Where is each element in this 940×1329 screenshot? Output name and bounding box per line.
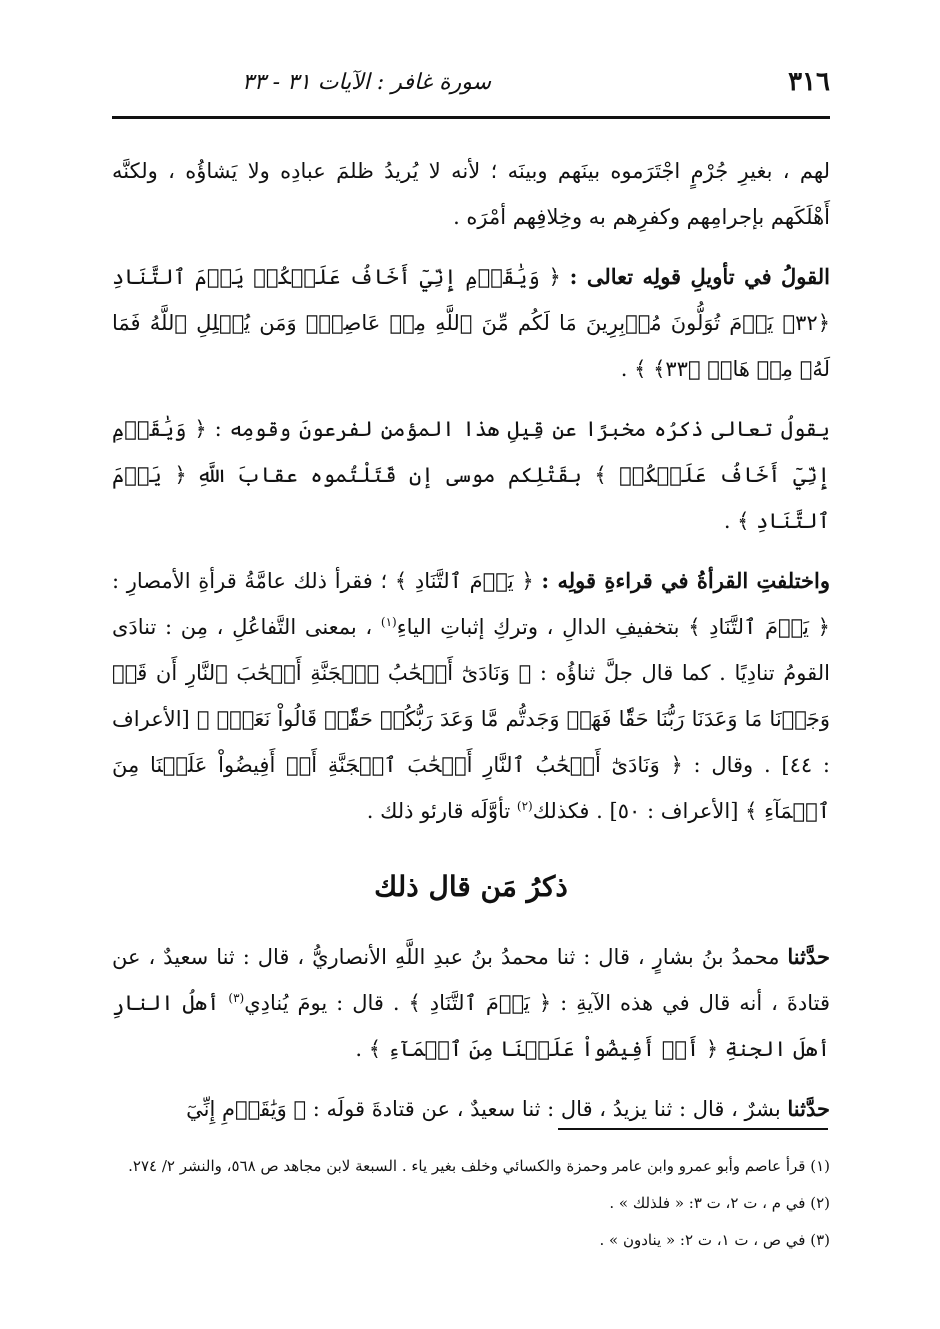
readings-lead: واختلفتِ القرأةُ في قراءةِ قولِه : — [541, 568, 831, 593]
paragraph-5-text-a: محمدُ بنُ بشارٍ ، قال : ثنا محمدُ بنُ عبدِ اللَّهِ الأنصاريُّ ، قال : ثنا سعيدٌ ، عن قتادةَ ، أنه قال في هذه الآيةِ : ﴿ يَوۡمَ ٱلتَّنَادِ ﴾ . قال : يومَ يُنادِي — [112, 945, 830, 1015]
verse-text: ﴿ وَيَٰقَوۡمِ إِنِّيٓ أَخَافُ عَلَيۡكُمۡ يَوۡمَ ٱلتَّنَادِ ﴿٣٢﴾ يَوۡمَ تُوَلُّونَ مُدۡبِرِينَ مَا لَكُم مِّنَ ٱللَّهِ مِنۡ عَاصِمٖۗ وَمَن يُضۡلِلِ ٱللَّهُ فَمَا لَهُۥ مِنۡ هَادٖ ﴿٣٣﴾ ﴾ . — [112, 265, 830, 381]
header-rule — [112, 116, 830, 119]
paragraph-2 — [112, 254, 830, 392]
paragraph-4-text-a: ﴿ يَوۡمَ ٱلتَّنَادِ ﴾ ؛ فقرأ ذلك عامَّةُ قرأةِ الأمصارِ : ﴿ يَوۡمَ ٱلتَّنَادِ ﴾ بتخفيفِ الدالِ ، وتركِ إثباتِ الياءِ — [112, 569, 830, 639]
section-heading: ذكرُ مَن قال ذلك — [374, 870, 568, 903]
paragraph-1 — [112, 148, 830, 240]
paragraph-4 — [112, 558, 830, 834]
footnote-3: (٣) في ص ، ت ١، ت ٢: « ينادون » . — [599, 1231, 830, 1249]
main-text — [112, 148, 830, 1146]
page-number: ٣١٦ — [788, 67, 830, 97]
paragraph-3 — [112, 406, 830, 544]
footnote-marker-3[interactable]: (٣) — [228, 991, 245, 1005]
paragraph-6 — [112, 1086, 830, 1132]
paragraph-3-text: يقولُ تعالى ذكرُه مخبرًا عن قِيلِ هذا المؤمنِ لفرعونَ وقومِه : ﴿ وَيَٰقَوۡمِ إِنِّيٓ أَخَافُ عَلَيۡكُمۡ ﴾ بقَتْلِكم موسى إن قَتَلْتُموه عقابَ اللَّهِ ﴿ يَوۡمَ ٱلتَّنَادِ ﴾ . — [112, 417, 830, 533]
paragraph-5-text-b: أهلُ النارِ أهلَ الجنةِ ﴿ أَنۡ أَفِيضُواْ عَلَيۡنَا مِنَ ٱلۡمَآءِ ﴾ . — [112, 991, 830, 1061]
footnote-rule — [558, 1128, 828, 1130]
hadith-lead-1: حدَّثنا — [787, 944, 830, 969]
paragraph-4-text-b: ، بمعنى التَّفاعُلِ ، مِن : تنادَى القومُ تنادِيًا . كما قال جلَّ ثناؤُه : ﴿ وَنَادَىٰٓ أَصۡحَٰبُ ٱلۡجَنَّةِ أَصۡحَٰبَ ٱلنَّارِ أَن قَدۡ وَجَدۡنَا مَا وَعَدَنَا رَبُّنَا حَقّٗا فَهَلۡ وَجَدتُّم مَّا وَعَدَ رَبُّكُمۡ حَقّٗاۖ قَالُواْ نَعَمۡۚ ﴾ [الأعراف : ٤٤] . وقال : ﴿ وَنَادَىٰٓ أَصۡحَٰبُ ٱلنَّارِ أَصۡحَٰبَ ٱلۡجَنَّةِ أَنۡ أَفِيضُواْ عَلَيۡنَا مِنَ ٱلۡمَآءِ ﴾ [الأعراف : ٥٠] . فكذلك — [112, 615, 830, 823]
paragraph-6-text: بشرٌ ، قال : ثنا يزيدُ ، قال : ثنا سعيدٌ ، عن قتادةَ قولَه : ﴿ وَيَٰقَوۡمِ إِنِّيٓ — [186, 1097, 781, 1121]
paragraph-5 — [112, 934, 830, 1072]
footnote-marker-1[interactable]: (١) — [380, 615, 397, 629]
page-header — [112, 62, 830, 102]
footnote-marker-2[interactable]: (٢) — [516, 799, 533, 813]
footnote-1: (١) قرأ عاصم وأبو عمرو وابن عامر وحمزة والكسائي وخلف بغير ياء . السبعة لابن مجاهد ص ٥٦٨، والنشر ٢/ ٢٧٤. — [128, 1157, 830, 1175]
running-title: سورة غافر : الآيات ٣١ - ٣٣ — [242, 69, 492, 95]
paragraph-4-text-c: تأوَّلَه قارئو ذلك . — [366, 799, 511, 823]
footnote-2: (٢) في م ، ت ٢، ت ٣: « فلذلك » . — [609, 1194, 830, 1212]
verse-heading-lead: القولُ في تأويلِ قولِه تعالى : — [569, 264, 831, 289]
footnotes — [112, 1148, 830, 1259]
hadith-lead-2: حدَّثنا — [787, 1096, 830, 1121]
paragraph-1-text: لهم ، بغيرِ جُرْمٍ اجْتَرَموه بينَهم وبينَه ؛ لأنه لا يُريدُ ظلمَ عبادِه ولا يَشاؤُه ، ولكنَّه أَهْلَكَهم بإجرامِهم وكفرِهم به وخِلافِهم أمْرَه . — [112, 159, 830, 229]
